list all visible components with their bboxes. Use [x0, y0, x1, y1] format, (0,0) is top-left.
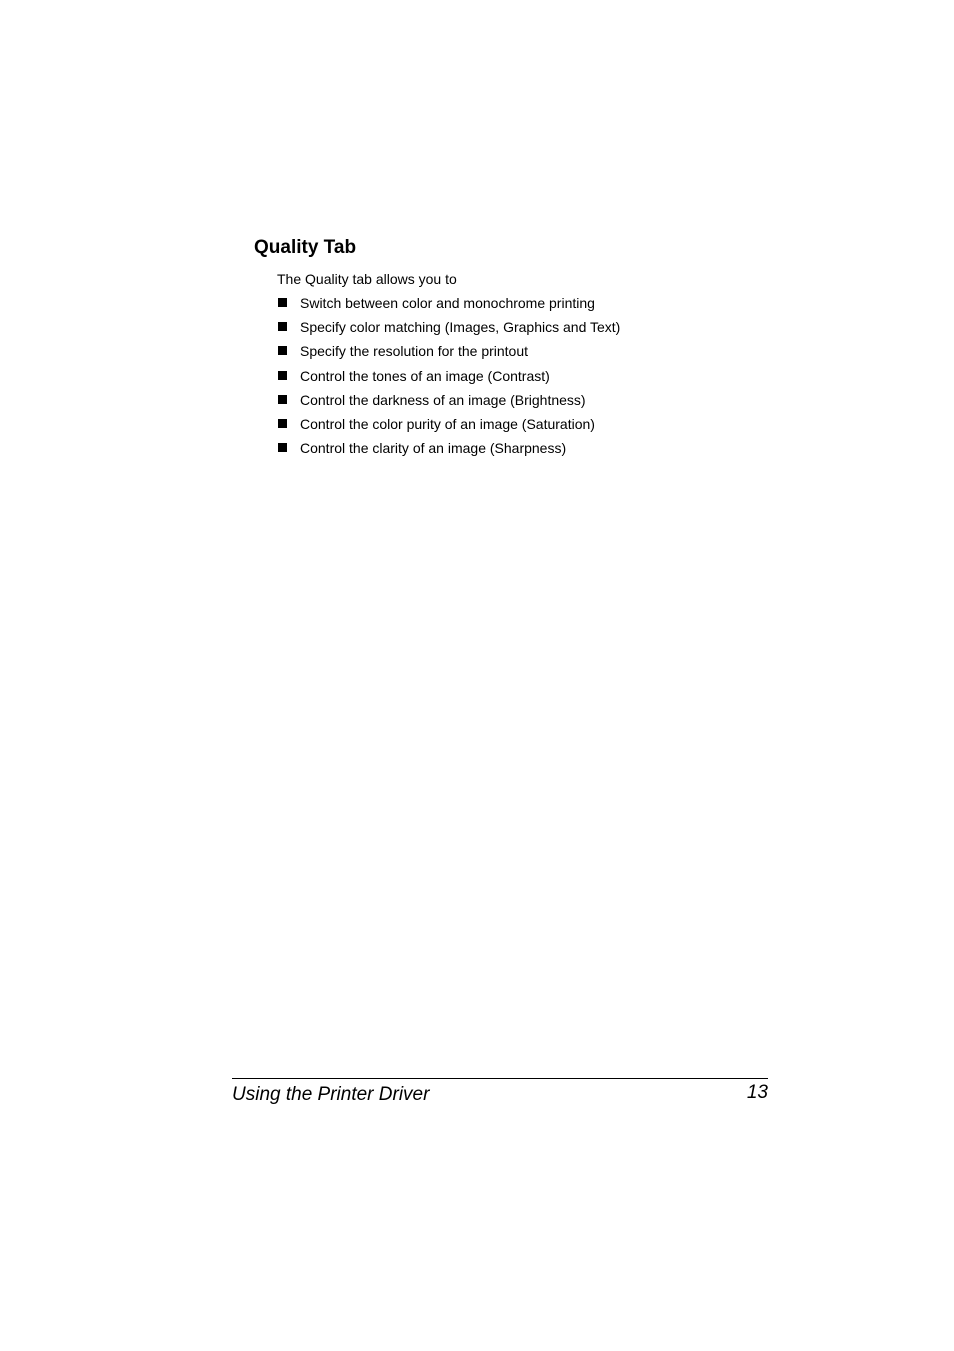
page-number: 13: [746, 1082, 768, 1103]
section-title: Quality Tab: [254, 237, 357, 258]
square-bullet-icon: [278, 395, 287, 404]
intro-text: The Quality tab allows you to: [277, 271, 457, 287]
list-item-text: Control the color purity of an image (Saturation): [300, 415, 595, 432]
list-item-text: Specify color matching (Images, Graphics and Text): [300, 319, 621, 336]
square-bullet-icon: [278, 419, 287, 428]
list-item-text: Switch between color and monochrome printing: [300, 295, 595, 311]
list-item-text: Control the tones of an image (Contrast): [300, 367, 550, 384]
square-bullet-icon: [278, 298, 287, 307]
list-item-text: Specify the resolution for the printout: [300, 343, 529, 360]
footer-title: Using the Printer Driver: [232, 1084, 430, 1105]
footer-divider: [232, 1078, 768, 1079]
square-bullet-icon: [278, 443, 287, 452]
square-bullet-icon: [278, 371, 287, 380]
square-bullet-icon: [278, 346, 287, 355]
list-item-text: Control the darkness of an image (Brightness): [300, 391, 586, 408]
list-item-text: Control the clarity of an image (Sharpness): [300, 440, 567, 457]
square-bullet-icon: [278, 322, 287, 331]
